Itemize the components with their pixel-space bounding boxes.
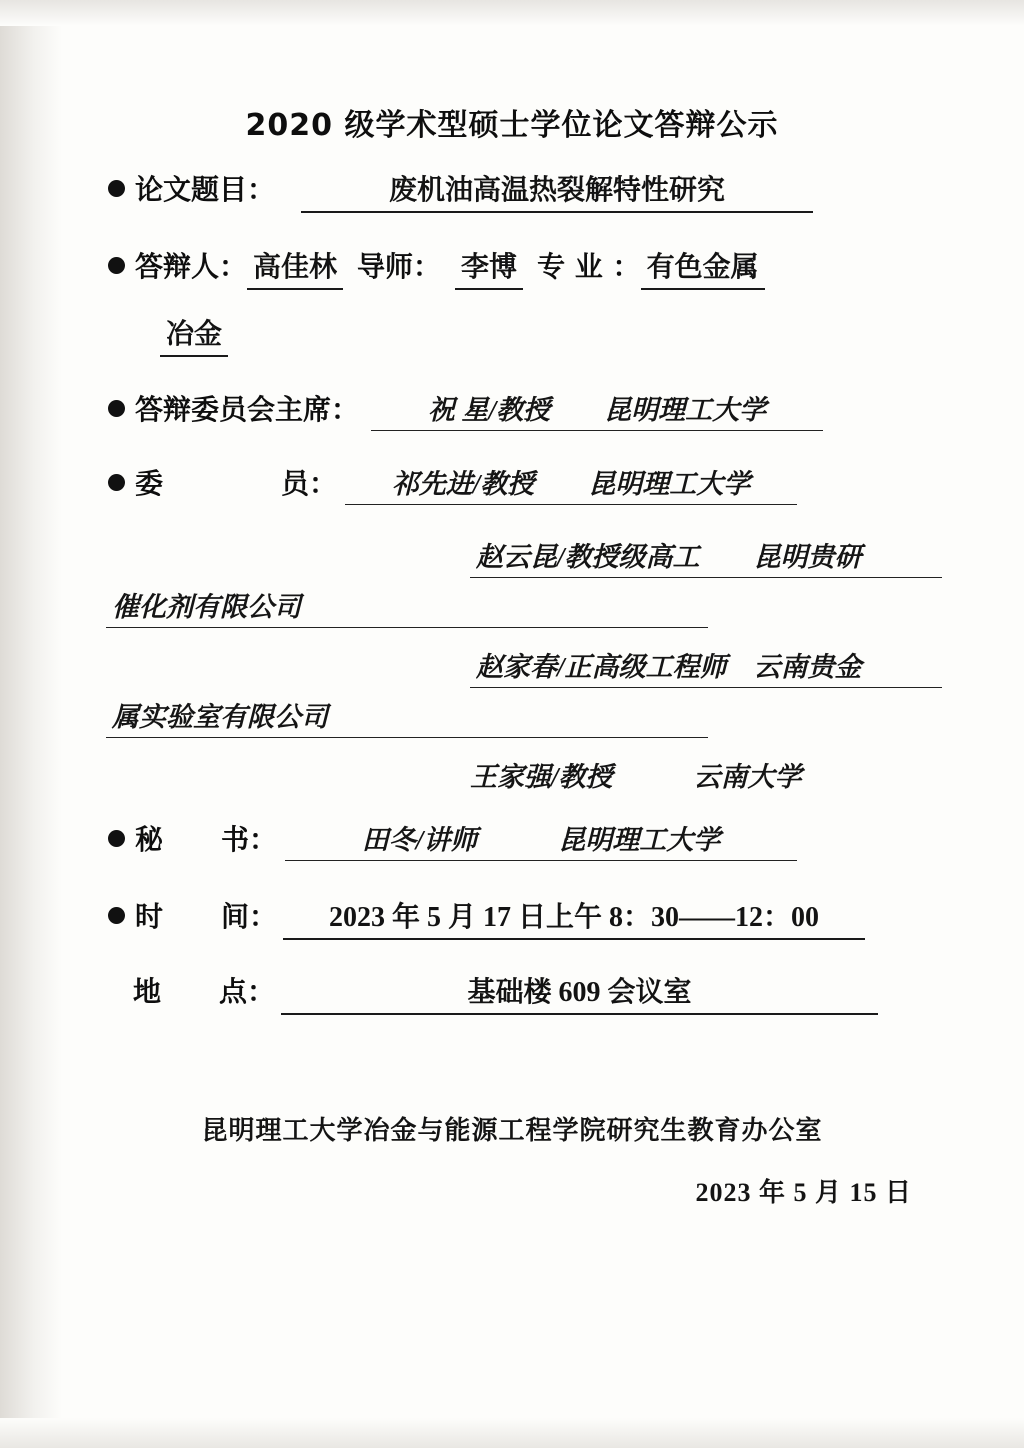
field-major-line2 xyxy=(160,312,228,357)
field-place xyxy=(133,970,878,1015)
secretary-value: 田冬/讲师 昆明理工大学 xyxy=(285,818,797,861)
bullet-icon xyxy=(108,474,125,491)
place-label-b: 点： xyxy=(219,975,276,1008)
secretary-label-b: 书： xyxy=(221,823,278,856)
defender-label: 答辩人： xyxy=(135,250,248,283)
page-title: 2020 级学术型硕士学位论文答辩公示 xyxy=(245,108,779,143)
field-committee-member-4 xyxy=(470,755,802,794)
footer-date: 2023 年 5 月 15 日 xyxy=(695,1178,912,1207)
advisor-value: 李博 xyxy=(455,245,523,290)
time-label-a: 时 xyxy=(135,900,164,933)
committee-member-3-line1: 赵家春/正高级工程师 云南贵金 xyxy=(470,645,942,688)
major-label: 专 业 ： xyxy=(537,250,641,283)
bullet-icon xyxy=(108,830,125,847)
major-value-line1: 有色金属 xyxy=(641,245,765,290)
committee-chair-label: 答辩委员会主席： xyxy=(135,393,360,426)
field-defender-advisor-major xyxy=(108,245,765,290)
thesis-title-value: 废机油高温热裂解特性研究 xyxy=(301,168,813,213)
field-committee-member-3-cont xyxy=(106,695,708,738)
advisor-label: 导师： xyxy=(357,250,442,283)
defender-value: 高佳林 xyxy=(247,245,343,290)
field-secretary xyxy=(108,818,797,861)
committee-member-3-line2: 属实验室有限公司 xyxy=(106,695,708,738)
members-label-a: 委 xyxy=(135,467,164,500)
place-value: 基础楼 609 会议室 xyxy=(281,970,878,1015)
footer-organization: 昆明理工大学冶金与能源工程学院研究生教育办公室 xyxy=(201,1116,823,1145)
bullet-icon xyxy=(108,400,125,417)
thesis-title-label: 论文题目： xyxy=(135,173,276,206)
field-time xyxy=(108,895,865,940)
bullet-icon xyxy=(108,180,125,197)
time-label-b: 间： xyxy=(221,900,278,933)
field-committee-member-3 xyxy=(470,645,942,688)
committee-member-4-line1: 王家强/教授 云南大学 xyxy=(470,762,802,792)
field-committee-member-2 xyxy=(470,535,942,578)
committee-chair-value: 祝 星/教授 昆明理工大学 xyxy=(371,388,823,431)
committee-member-2-line2: 催化剂有限公司 xyxy=(106,585,708,628)
time-value: 2023 年 5 月 17 日上午 8：30——12：00 xyxy=(283,895,865,940)
major-value-line2: 冶金 xyxy=(160,312,228,357)
field-committee-member-2-cont xyxy=(106,585,708,628)
field-committee-chair xyxy=(108,388,823,431)
bullet-icon xyxy=(108,907,125,924)
secretary-label-a: 秘 xyxy=(135,823,164,856)
field-committee-members xyxy=(108,462,797,505)
field-thesis-title xyxy=(108,168,813,213)
committee-member-2-line1: 赵云昆/教授级高工 昆明贵研 xyxy=(470,535,942,578)
bullet-icon xyxy=(108,257,125,274)
members-label-b: 员： xyxy=(281,467,338,500)
committee-member-1: 祁先进/教授 昆明理工大学 xyxy=(345,462,797,505)
place-label-a: 地 xyxy=(133,975,162,1008)
